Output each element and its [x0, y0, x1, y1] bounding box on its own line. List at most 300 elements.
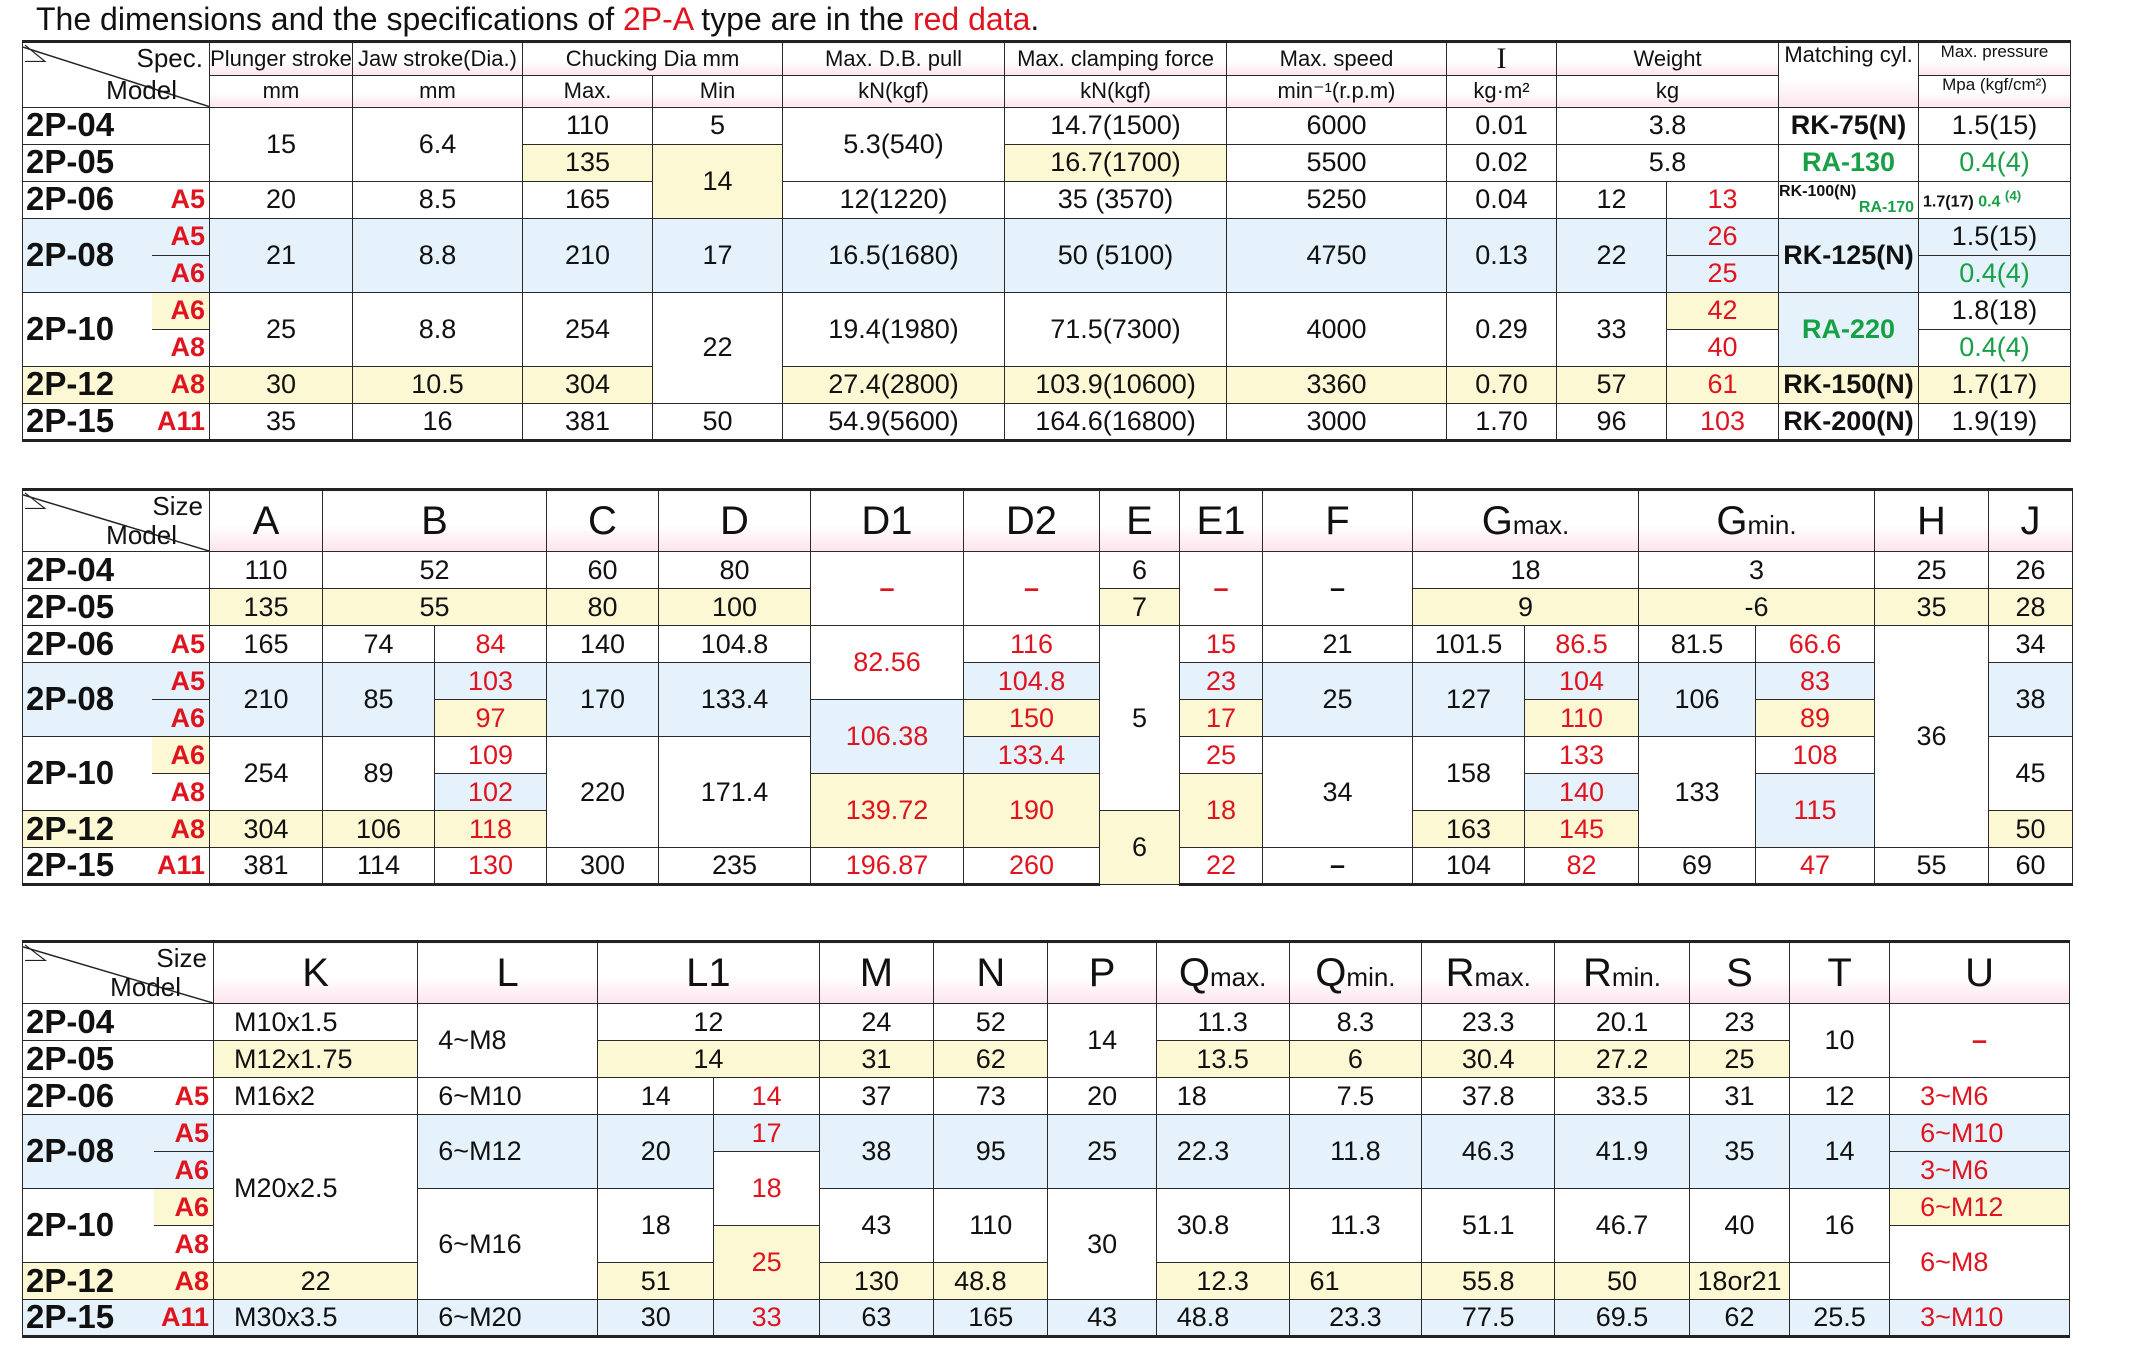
cell-chuck-min: 22: [653, 292, 783, 403]
variant-label: A5: [154, 1115, 213, 1152]
header-a: A: [210, 490, 323, 552]
cell-pressure: 1.5(15): [1919, 218, 2071, 255]
cell-d: 133.4: [659, 663, 811, 737]
cyl-ra170: RA-170: [1858, 198, 1915, 216]
cell-m: 37: [819, 1078, 933, 1115]
cell-a: 254: [210, 737, 323, 811]
cell-c: 140: [547, 626, 659, 663]
cell-rmin: 20.1: [1555, 1004, 1690, 1041]
cell-cyl: RK-200(N): [1779, 403, 1919, 440]
cell-t: 12: [1790, 1078, 1890, 1115]
cell-n: 52: [934, 1004, 1048, 1041]
model-label: 2P-08: [23, 1115, 155, 1189]
dim-corner: [23, 490, 210, 552]
cell-m: 51: [598, 1263, 714, 1300]
cell-e1: –: [1180, 552, 1263, 626]
cell-inertia: 0.13: [1447, 218, 1557, 292]
cell-qmin: 8.3: [1289, 1004, 1422, 1041]
cell-k: M12x1.75: [214, 1041, 418, 1078]
cell-clamp: 71.5(7300): [1005, 292, 1227, 366]
cell-d1: 106.38: [811, 700, 964, 774]
cell-b: 106: [323, 811, 435, 848]
cell-weight-a: 42: [1667, 292, 1779, 329]
model-label: 2P-12: [23, 366, 152, 403]
cell-jaw: 10.5: [353, 366, 523, 403]
cell-t: 18or21: [1689, 1263, 1789, 1300]
header-e: E: [1100, 490, 1180, 552]
cell-a: 381: [210, 848, 323, 885]
cell-pressure: 0.4(4): [1919, 255, 2071, 292]
header-m: M: [819, 942, 933, 1004]
cell-weight: 5.8: [1557, 144, 1779, 181]
cell-cyl: [1779, 181, 1919, 218]
cell-gmax: 163: [1413, 811, 1525, 848]
model-label: 2P-06: [23, 626, 152, 663]
cell-u: –: [1890, 1004, 2070, 1078]
cell-n: 95: [934, 1115, 1048, 1189]
cell-l1: 20: [598, 1115, 714, 1189]
cell-pull: 54.9(5600): [783, 403, 1005, 440]
unit-jaw: mm: [353, 75, 523, 107]
cell-weight: 22: [1557, 218, 1667, 292]
cell-b: 89: [323, 737, 435, 811]
variant-label: A6: [154, 1152, 213, 1189]
cell-h: 55: [1875, 848, 1989, 885]
cell-l1-a: 14: [714, 1078, 819, 1115]
cell-cyl: RA-220: [1779, 292, 1919, 366]
cell-f: 21: [1263, 626, 1413, 663]
cell-speed: 3000: [1227, 403, 1447, 440]
variant-label: A6: [152, 292, 210, 329]
cell-b-a: 103: [435, 663, 547, 700]
cell-l1-a: 33: [714, 1300, 819, 1337]
cell-k: M10x1.5: [214, 1004, 418, 1041]
cell-d: 100: [659, 589, 811, 626]
header-qmin: [1289, 942, 1422, 1004]
cell-d2: 190: [964, 774, 1100, 848]
cell-qmax: 48.8: [934, 1263, 1048, 1300]
cell-a: 210: [210, 663, 323, 737]
cell-weight-a: 40: [1667, 329, 1779, 366]
variant-label: A6: [154, 1189, 213, 1226]
cell-e1: 17: [1180, 700, 1263, 737]
header-inertia: I: [1447, 42, 1557, 76]
header-chucking-dia: Chucking Dia mm: [523, 42, 783, 76]
cell-d: 104.8: [659, 626, 811, 663]
cell-qmin: 12.3: [1156, 1263, 1289, 1300]
cell-pull: 27.4(2800): [783, 366, 1005, 403]
cell-weight: 96: [1557, 403, 1667, 440]
cell-gmin: 69: [1639, 848, 1756, 885]
cell-u: 3~M6: [1890, 1152, 2070, 1189]
cell-b-a: 102: [435, 774, 547, 811]
variant-label: A6: [152, 737, 210, 774]
cell-h: 25: [1875, 552, 1989, 589]
model-label: 2P-08: [23, 218, 152, 292]
cell-d1: 196.87: [811, 848, 964, 885]
cell-d: 235: [659, 848, 811, 885]
cell-l: 6~M12: [418, 1115, 598, 1189]
cell-j: 50: [1989, 811, 2073, 848]
cell-rmin: 55.8: [1422, 1263, 1555, 1300]
cell-inertia: 0.01: [1447, 107, 1557, 144]
cell-c: 60: [547, 552, 659, 589]
cell-gmax-a: 145: [1525, 811, 1639, 848]
variant-label: A5: [152, 626, 210, 663]
header-l1: L1: [598, 942, 820, 1004]
cell-weight-a: 61: [1667, 366, 1779, 403]
cell-b: 74: [323, 626, 435, 663]
cell-n: 73: [934, 1078, 1048, 1115]
cell-d2: 260: [964, 848, 1100, 885]
header-gmin: [1639, 490, 1875, 552]
cell-s: 23: [1689, 1004, 1789, 1041]
cell-rmax: 61: [1289, 1263, 1422, 1300]
cell-plunger: 21: [210, 218, 353, 292]
cell-d2: 133.4: [964, 737, 1100, 774]
cell-qmax: 48.8: [1156, 1300, 1289, 1337]
cell-t: 25.5: [1790, 1300, 1890, 1337]
cell-t: 16: [1790, 1189, 1890, 1263]
cell-chuck-max: 165: [523, 181, 653, 218]
cell-weight: 57: [1557, 366, 1667, 403]
cell-a: 110: [210, 552, 323, 589]
cell-l1: 30: [598, 1300, 714, 1337]
cell-u: 6~M8: [1890, 1226, 2070, 1300]
cell-pressure: 1.5(15): [1919, 107, 2071, 144]
corner-size-label: Size: [156, 943, 207, 973]
cell-qmax: 30.8: [1156, 1189, 1289, 1263]
variant-label: A11: [154, 1300, 213, 1337]
title-text: The dimensions and the specifications of: [36, 1, 623, 37]
model-label: 2P-06: [23, 181, 152, 218]
cell-clamp: 14.7(1500): [1005, 107, 1227, 144]
header-d: D: [659, 490, 811, 552]
cell-d2: –: [964, 552, 1100, 626]
cell-b-a: 118: [435, 811, 547, 848]
cell-speed: 5250: [1227, 181, 1447, 218]
cell-rmax: 37.8: [1422, 1078, 1555, 1115]
header-r-letter: R: [1445, 951, 1475, 995]
cell-rmin: 33.5: [1555, 1078, 1690, 1115]
cell-n: 165: [934, 1300, 1048, 1337]
cell-speed: 4750: [1227, 218, 1447, 292]
cell-u: 6~M10: [1890, 1115, 2070, 1152]
header-q-letter: Q: [1178, 951, 1211, 995]
cell-weight: 3.8: [1557, 107, 1779, 144]
cell-gmax-a: 133: [1525, 737, 1639, 774]
cell-rmin: 41.9: [1555, 1115, 1690, 1189]
cell-d1: –: [811, 552, 964, 626]
title-model-type: 2P-A: [623, 1, 693, 37]
cell-gmax-a: 104: [1525, 663, 1639, 700]
header-h: H: [1875, 490, 1989, 552]
unit-pressure: Mpa (kgf/cm²): [1919, 75, 2071, 107]
cell-pull: 16.5(1680): [783, 218, 1005, 292]
header-max-speed: Max. speed: [1227, 42, 1447, 76]
cell-d2: 116: [964, 626, 1100, 663]
model-label: 2P-04: [23, 107, 210, 144]
spec-table: [22, 40, 2071, 442]
model-label: 2P-08: [23, 663, 152, 737]
header-d2: D2: [964, 490, 1100, 552]
header-rmax: [1422, 942, 1555, 1004]
cell-plunger: 15: [210, 107, 353, 181]
cell-clamp: 164.6(16800): [1005, 403, 1227, 440]
header-chuck-max: Max.: [523, 75, 653, 107]
cell-inertia: 1.70: [1447, 403, 1557, 440]
cell-clamp: 16.7(1700): [1005, 144, 1227, 181]
cell-pressure: 1.9(19): [1919, 403, 2071, 440]
cell-l1: 14: [598, 1078, 714, 1115]
cell-s: 40: [1689, 1189, 1789, 1263]
variant-label: A11: [152, 403, 210, 440]
cell-gmin-a: 108: [1756, 737, 1875, 774]
header-qmax: [1156, 942, 1289, 1004]
cell-j: 60: [1989, 848, 2073, 885]
cell-c: 220: [547, 737, 659, 848]
model-label: 2P-04: [23, 552, 210, 589]
header-n: N: [934, 942, 1048, 1004]
corner-size-label: Size: [152, 491, 203, 521]
corner-model-label: Model: [110, 971, 181, 1002]
cell-speed: 3360: [1227, 366, 1447, 403]
header-max-suffix: max.: [1210, 962, 1267, 992]
model-label: 2P-15: [23, 848, 152, 885]
cell-inertia: 0.04: [1447, 181, 1557, 218]
cell-h: 35: [1875, 589, 1989, 626]
variant-label: A8: [152, 329, 210, 366]
cell-rmin: 27.2: [1555, 1041, 1690, 1078]
header-c: C: [547, 490, 659, 552]
header-weight: Weight: [1557, 42, 1779, 76]
cell-b: 52: [323, 552, 547, 589]
unit-speed: min⁻¹(r.p.m): [1227, 75, 1447, 107]
model-label: 2P-15: [23, 1300, 155, 1337]
cell-m: 43: [819, 1189, 933, 1263]
cell-e1: 25: [1180, 737, 1263, 774]
cell-chuck-max: 110: [523, 107, 653, 144]
cell-pull: 19.4(1980): [783, 292, 1005, 366]
cell-clamp: 50 (5100): [1005, 218, 1227, 292]
cell-pressure: 1.8(18): [1919, 292, 2071, 329]
cell-plunger: 25: [210, 292, 353, 366]
cell-l: 6~M16: [418, 1189, 598, 1300]
cell-n: 130: [819, 1263, 933, 1300]
cell-p: 20: [1048, 1078, 1156, 1115]
cell-l1: 14: [598, 1041, 820, 1078]
cell-chuck-max: 135: [523, 144, 653, 181]
cell-clamp: 35 (3570): [1005, 181, 1227, 218]
cell-cyl: RK-75(N): [1779, 107, 1919, 144]
cell-j: 28: [1989, 589, 2073, 626]
cell-gmin-a: 115: [1756, 774, 1875, 848]
cell-e1: 23: [1180, 663, 1263, 700]
cell-weight: 33: [1557, 292, 1667, 366]
cell-b-a: 97: [435, 700, 547, 737]
header-e1: E1: [1180, 490, 1263, 552]
cell-qmax: 13.5: [1156, 1041, 1289, 1078]
cell-h: 36: [1875, 626, 1989, 848]
cell-jaw: 16: [353, 403, 523, 440]
cell-d: 80: [659, 552, 811, 589]
cell-rmin: 46.7: [1555, 1189, 1690, 1263]
cell-gmax-a: 86.5: [1525, 626, 1639, 663]
model-label: 2P-12: [23, 811, 152, 848]
model-label: 2P-12: [23, 1263, 155, 1300]
cell-b: 85: [323, 663, 435, 737]
cell-e: 7: [1100, 589, 1180, 626]
cell-j: 26: [1989, 552, 2073, 589]
title-text: .: [1030, 1, 1040, 37]
header-chuck-min: Min: [653, 75, 783, 107]
cell-b-a: 130: [435, 848, 547, 885]
cell-chuck-min: 50: [653, 403, 783, 440]
cell-e: 5: [1100, 626, 1180, 811]
cell-speed: 6000: [1227, 107, 1447, 144]
unit-weight: kg: [1557, 75, 1779, 107]
cell-pressure: 0.4(4): [1919, 144, 2071, 181]
header-s: S: [1689, 942, 1789, 1004]
header-t: T: [1790, 942, 1890, 1004]
cell-e1: 15: [1180, 626, 1263, 663]
unit-pull: kN(kgf): [783, 75, 1005, 107]
cell-qmin: 11.8: [1289, 1115, 1422, 1189]
header-k: K: [214, 942, 418, 1004]
cell-e1: 18: [1180, 774, 1263, 848]
model-label: 2P-05: [23, 589, 210, 626]
cell-l1-a: 17: [714, 1115, 819, 1152]
header-q-letter: Q: [1315, 951, 1347, 995]
cell-m: 63: [819, 1300, 933, 1337]
cell-cyl: RK-125(N): [1779, 218, 1919, 292]
cell-chuck-min: 14: [653, 144, 783, 218]
cell-jaw: 8.5: [353, 181, 523, 218]
unit-inertia: kg·m²: [1447, 75, 1557, 107]
header-l: L: [418, 942, 598, 1004]
dimension-table-k-u: [22, 940, 2070, 1338]
header-r-letter: R: [1582, 951, 1612, 995]
header-gmax: [1413, 490, 1639, 552]
cell-l: 6~M10: [418, 1078, 598, 1115]
cell-gmax-a: 82: [1525, 848, 1639, 885]
header-g-letter: G: [1716, 499, 1748, 543]
model-label: 2P-04: [23, 1004, 214, 1041]
cell-gmin-a: 89: [1756, 700, 1875, 737]
variant-label: A6: [152, 700, 210, 737]
cell-weight-a: 25: [1667, 255, 1779, 292]
cell-gmin: 133: [1639, 737, 1756, 848]
cell-e1: 22: [1180, 848, 1263, 885]
cell-pressure: 1.7(17): [1919, 366, 2071, 403]
cell-gmax: 9: [1413, 589, 1639, 626]
cell-m: 38: [819, 1115, 933, 1189]
model-label: 2P-15: [23, 403, 152, 440]
cell-j: 34: [1989, 626, 2073, 663]
cell-jaw: 6.4: [353, 107, 523, 181]
cell-qmin: 6: [1289, 1041, 1422, 1078]
cell-gmax: 18: [1413, 552, 1639, 589]
pressure-low: 0.4: [1978, 193, 2001, 211]
cell-rmax: 51.1: [1422, 1189, 1555, 1263]
cell-gmin-a: 66.6: [1756, 626, 1875, 663]
cell-e: 6: [1100, 811, 1180, 885]
pressure-std: 1.7(17): [1923, 193, 1974, 211]
cell-gmin-a: 47: [1756, 848, 1875, 885]
cell-k: M16x2: [214, 1078, 418, 1115]
cell-b-a: 84: [435, 626, 547, 663]
cell-speed: 5500: [1227, 144, 1447, 181]
cell-d2: 104.8: [964, 663, 1100, 700]
cell-c: 300: [547, 848, 659, 885]
cell-l1-a: 18: [714, 1152, 819, 1226]
cell-gmin-a: 83: [1756, 663, 1875, 700]
header-u: U: [1890, 942, 2070, 1004]
header-max-suffix: max.: [1474, 962, 1531, 992]
variant-label: A5: [154, 1078, 213, 1115]
cell-chuck-max: 210: [523, 218, 653, 292]
cell-m: 24: [819, 1004, 933, 1041]
cell-e: 6: [1100, 552, 1180, 589]
cell-l: 6~M20: [418, 1300, 598, 1337]
cell-l1: 12: [598, 1004, 820, 1041]
cell-pull: 5.3(540): [783, 107, 1005, 181]
cell-pull: 12(1220): [783, 181, 1005, 218]
header-min-suffix: min.: [1611, 962, 1661, 992]
cell-f: 25: [1263, 663, 1413, 737]
cell-u: 3~M6: [1890, 1078, 2070, 1115]
cell-b-a: 109: [435, 737, 547, 774]
cell-f: 34: [1263, 737, 1413, 848]
cell-pressure: [1919, 181, 2071, 218]
cell-d: 171.4: [659, 737, 811, 848]
cell-gmax: 104: [1413, 848, 1525, 885]
cell-d1: 82.56: [811, 626, 964, 700]
variant-label: A8: [154, 1226, 213, 1263]
cell-p: 30: [1048, 1189, 1156, 1300]
cell-rmax: 77.5: [1422, 1300, 1555, 1337]
variant-label: A5: [152, 181, 210, 218]
cyl-rk100: RK-100(N): [1779, 182, 1857, 200]
cell-f: –: [1263, 552, 1413, 626]
corner-spec-label: Spec.: [136, 43, 203, 73]
cell-u: 3~M10: [1890, 1300, 2070, 1337]
header-b: B: [323, 490, 547, 552]
header-clamping-force: Max. clamping force: [1005, 42, 1227, 76]
cell-rmax: 23.3: [1422, 1004, 1555, 1041]
cell-chuck-max: 381: [523, 403, 653, 440]
dimension-table-a-j: [22, 488, 2073, 886]
cell-a: 304: [210, 811, 323, 848]
header-min-suffix: min.: [1346, 962, 1396, 992]
cell-j: 38: [1989, 663, 2073, 737]
spec-corner: [23, 42, 210, 108]
cell-t: 14: [1790, 1115, 1890, 1189]
cell-rmax: 46.3: [1422, 1115, 1555, 1189]
header-min-suffix: min.: [1747, 510, 1797, 540]
cell-l: 4~M8: [418, 1004, 598, 1078]
cell-s: 35: [1689, 1115, 1789, 1189]
cell-weight-a: 26: [1667, 218, 1779, 255]
cell-inertia: 0.70: [1447, 366, 1557, 403]
cell-c: 170: [547, 663, 659, 737]
cell-cyl: RA-130: [1779, 144, 1919, 181]
cell-gmin: 81.5: [1639, 626, 1756, 663]
model-label: 2P-05: [23, 1041, 214, 1078]
header-j: J: [1989, 490, 2073, 552]
cell-b: 114: [323, 848, 435, 885]
cell-gmin: 106: [1639, 663, 1756, 737]
